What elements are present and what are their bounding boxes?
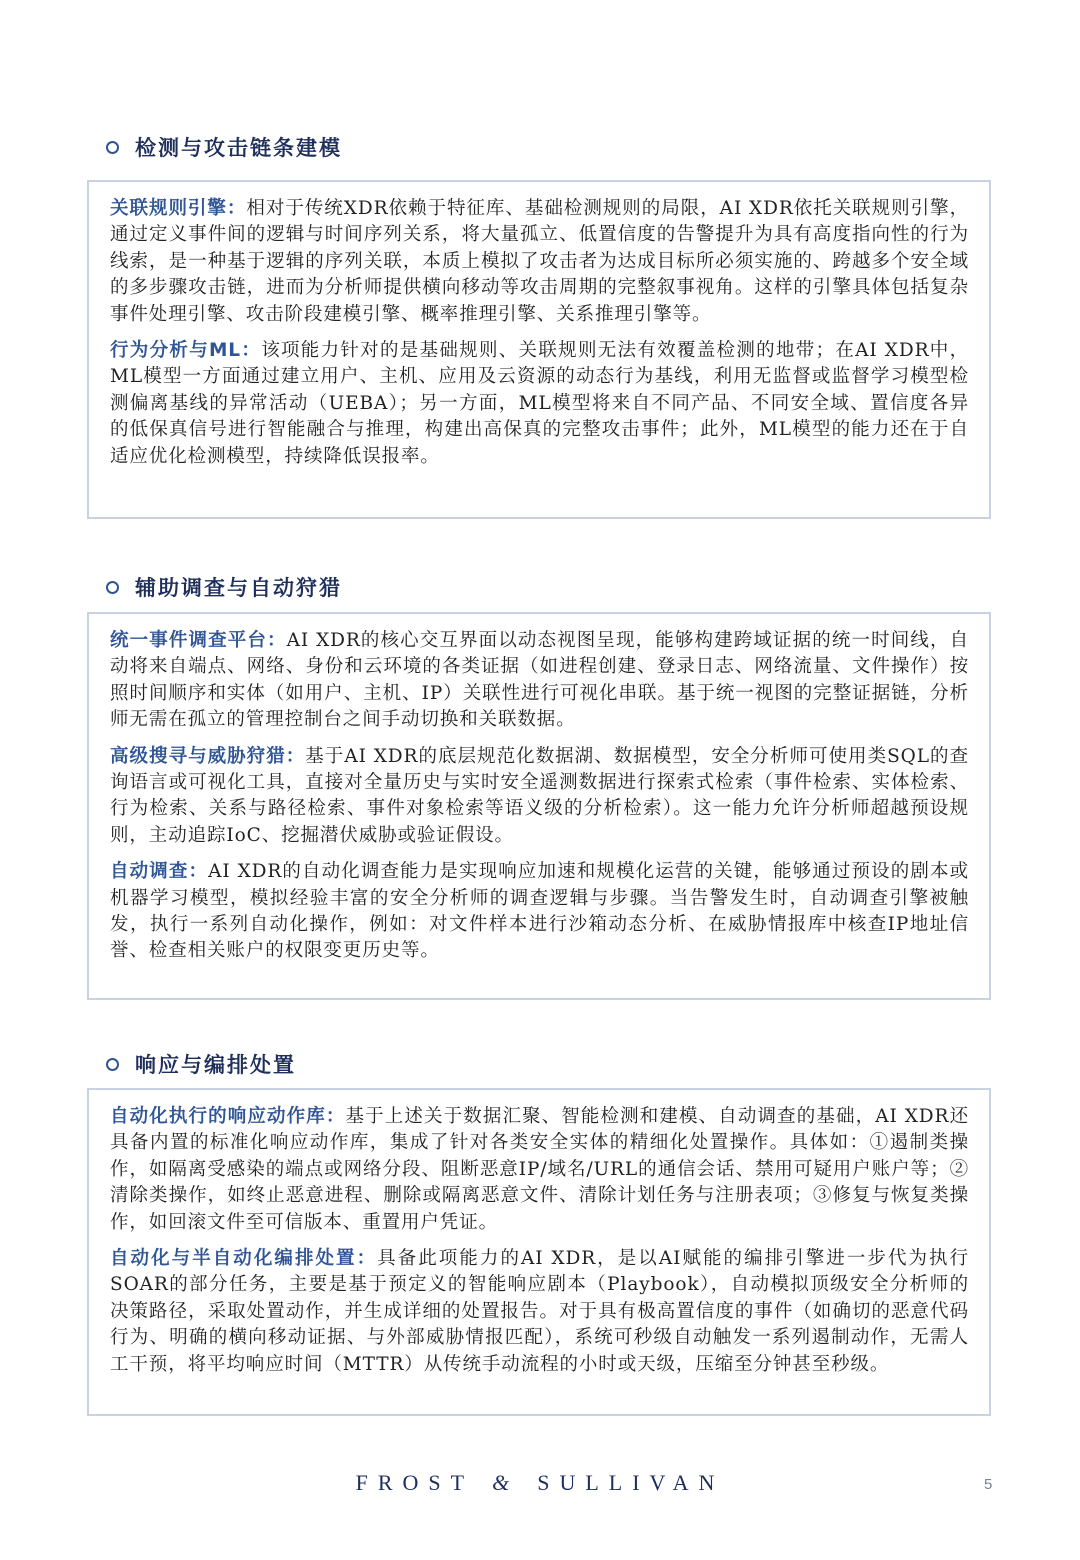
term-label: 高级搜寻与威胁狩猎： (110, 745, 306, 767)
paragraph-text: 该项能力针对的是基础规则、关联规则无法有效覆盖检测的地带；在AI XDR中，ML模型一方面通过建立用户、主机、应用及云资源的动态行为基线，利用无监督或监督学习模型检测偏离基线的异常活动（UEBA）；另一方面，ML模型将来自不同产品、不同安全域、置信度各异的低保真信号进行智能融合与推理，构建出高保真的完整攻击事件；此外，ML模型的能力还在于自适应优化检测模型，持续降低误报率。 (110, 340, 969, 467)
paragraph-text: 相对于传统XDR依赖于特征库、基础检测规则的局限，AI XDR依托关联规则引擎，通过定义事件间的逻辑与时间序列关系，将大量孤立、低置信度的告警提升为具有高度指向性的行为线索，是一种基于逻辑的序列关联，本质上模拟了攻击者为达成目标所必须实施的、跨越多个安全域的多步骤攻击链，进而为分析师提供横向移动等攻击周期的完整叙事视角。这样的引擎具体包括复杂事件处理引擎、攻击阶段建模引擎、概率推理引擎、关系推理引擎等。 (110, 198, 969, 325)
paragraph-text: 基于AI XDR的底层规范化数据湖、数据模型，安全分析师可使用类SQL的查询语言或可视化工具，直接对全量历史与实时安全遥测数据进行探索式检索（事件检索、实体检索、行为检索、关系与路径检索、事件对象检索等语义级的分析检索）。这一能力允许分析师超越预设规则，主动追踪IoC、挖掘潜伏威胁或验证假设。 (110, 745, 969, 846)
term-label: 自动化与半自动化编排处置： (110, 1248, 378, 1270)
paragraph-text: AI XDR的核心交互界面以动态视图呈现，能够构建跨域证据的统一时间线，自动将来自端点、网络、身份和云环境的各类证据（如进程创建、登录日志、网络流量、文件操作）按照时间顺序和实体（如用户、主机、IP）关联性进行可视化串联。基于统一视图的完整证据链，分析师无需在孤立的管理控制台之间手动切换和关联数据。 (110, 630, 969, 731)
term-label: 自动化执行的响应动作库： (110, 1106, 346, 1127)
circle-bullet-icon (106, 581, 119, 594)
content-box-detection (87, 180, 991, 519)
section-title: 检测与攻击链条建模 (135, 136, 342, 160)
paragraph (110, 744, 969, 850)
section-heading-investigation (106, 572, 342, 602)
term-label: 关联规则引擎： (110, 198, 247, 219)
section-title: 响应与编排处置 (135, 1053, 296, 1077)
content-box-investigation (87, 612, 991, 1000)
paragraph-text: 基于上述关于数据汇聚、智能检测和建模、自动调查的基础，AI XDR还具备内置的标准化响应动作库，集成了针对各类安全实体的精细化处置操作。具体如：①遏制类操作，如隔离受感染的端点或网络分段、阻断恶意IP/域名/URL的通信会话、禁用可疑用户账户等；②清除类操作，如终止恶意进程、删除或隔离恶意文件、清除计划任务与注册表项；③修复与恢复类操作，如回滚文件至可信版本、重置用户凭证。 (110, 1106, 969, 1233)
paragraph (110, 196, 969, 328)
term-label: 行为分析与ML： (110, 340, 262, 362)
paragraph-text: 具备此项能力的AI XDR，是以AI赋能的编排引擎进一步代为执行SOAR的部分任务，主要是基于预定义的智能响应剧本（Playbook），自动模拟顶级安全分析师的决策路径，采取处置动作，并生成详细的处置报告。对于具有极高置信度的事件（如确切的恶意代码行为、明确的横向移动证据、与外部威胁情报匹配），系统可秒级自动触发一系列遏制动作，无需人工干预，将平均响应时间（MTTR）从传统手动流程的小时或天级，压缩至分钟甚至秒级。 (110, 1248, 970, 1375)
logo-frost: FROST (355, 1470, 475, 1495)
content-box-response (87, 1088, 991, 1416)
page-number: 5 (984, 1476, 993, 1493)
logo-sullivan: SULLIVAN (537, 1470, 725, 1495)
term-label: 统一事件调查平台： (110, 630, 287, 651)
paragraph (110, 338, 969, 470)
paragraph (110, 628, 969, 734)
paragraph-text: AI XDR的自动化调查能力是实现响应加速和规模化运营的关键，能够通过预设的剧本或机器学习模型，模拟经验丰富的安全分析师的调查逻辑与步骤。当告警发生时，自动调查引擎被触发，执行一系列自动化操作，例如：对文件样本进行沙箱动态分析、在威胁情报库中核查IP地址信誉、检查相关账户的权限变更历史等。 (110, 861, 969, 962)
frost-sullivan-logo (0, 1470, 1080, 1496)
paragraph (110, 1104, 969, 1236)
paragraph (110, 1246, 969, 1378)
term-label: 自动调查： (110, 861, 209, 883)
paragraph (110, 859, 969, 965)
circle-bullet-icon (106, 1058, 119, 1071)
circle-bullet-icon (106, 141, 119, 154)
section-heading-response (106, 1049, 296, 1079)
logo-ampersand: & (492, 1470, 520, 1495)
section-heading-detection (106, 132, 342, 162)
section-title: 辅助调查与自动狩猎 (135, 576, 342, 600)
